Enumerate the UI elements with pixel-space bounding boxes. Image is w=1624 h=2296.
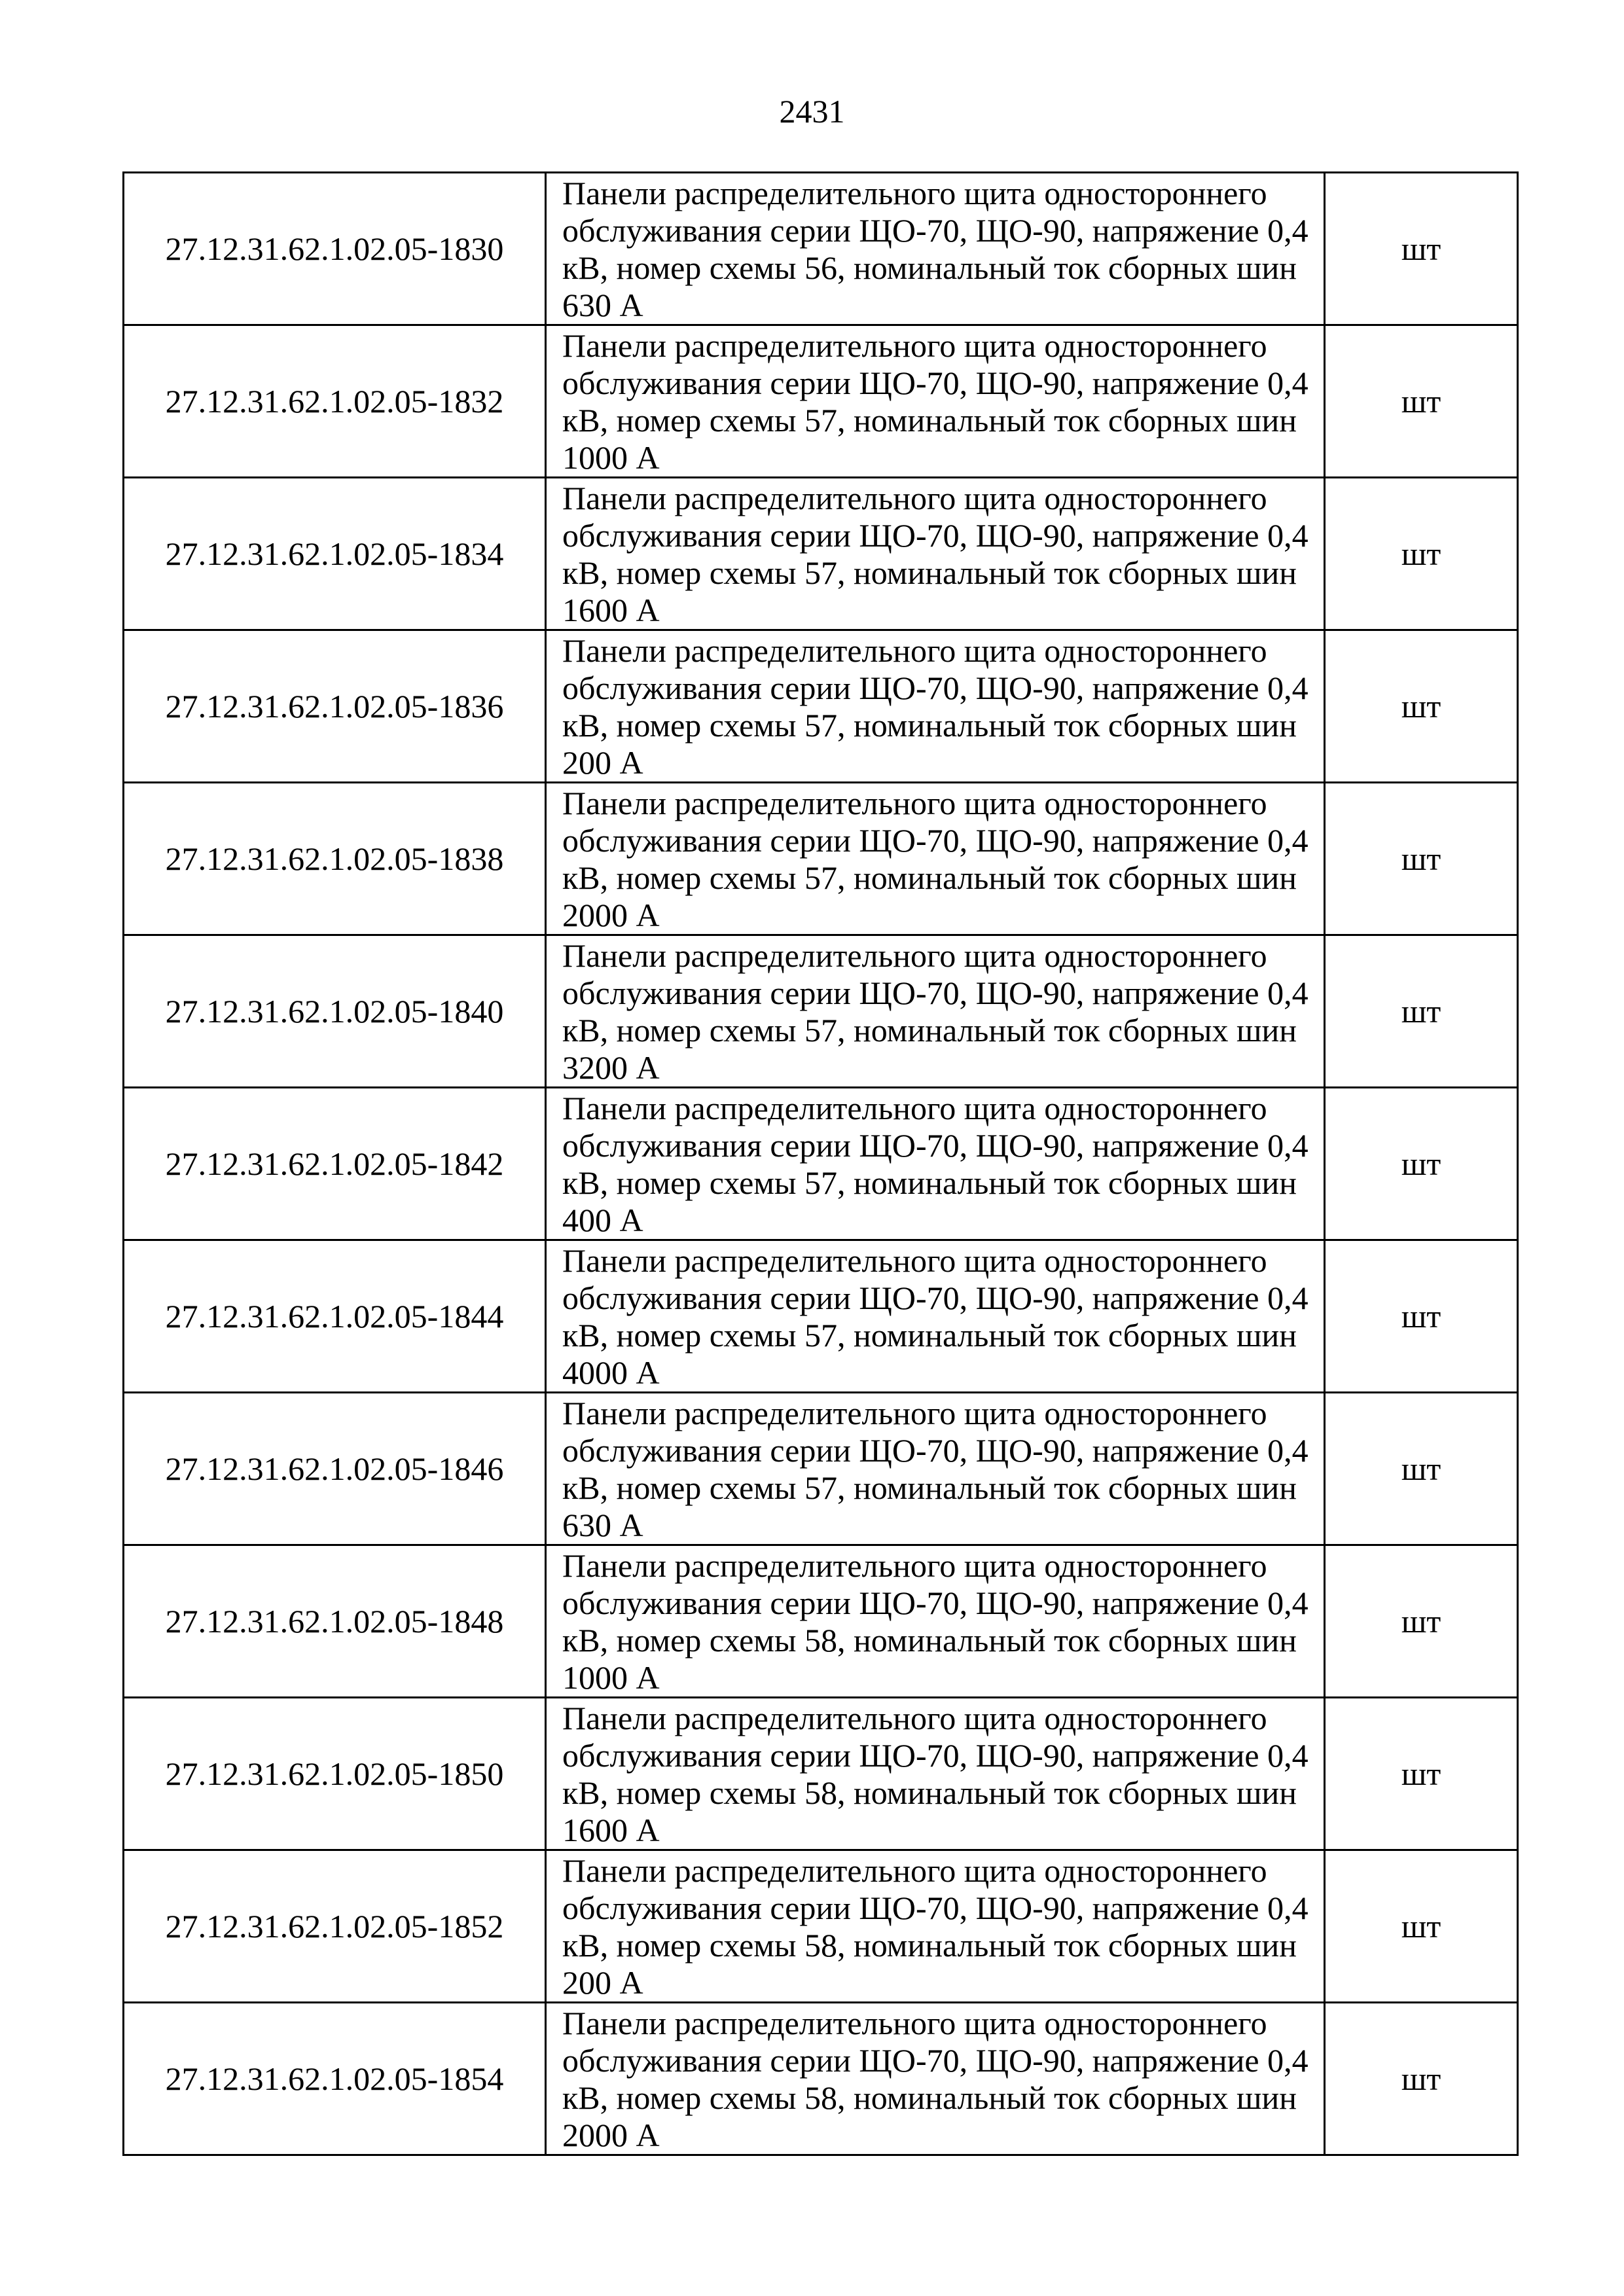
description-line: обслуживания серии ЩО-70, ЩО-90, напряжение 0,4 — [562, 1737, 1308, 1774]
table-row — [124, 1393, 1518, 1545]
description-line: Панели распределительного щита одностороннего — [562, 2005, 1267, 2041]
table-row — [124, 783, 1518, 935]
description-line: 2000 А — [562, 2117, 660, 2153]
description-line: кВ, номер схемы 57, номинальный ток сборных шин — [562, 707, 1297, 744]
description-line: кВ, номер схемы 58, номинальный ток сборных шин — [562, 1927, 1297, 1964]
description-line: Панели распределительного щита одностороннего — [562, 937, 1267, 974]
resource-description — [546, 783, 1325, 935]
resource-description — [546, 630, 1325, 783]
description-line: Панели распределительного щита одностороннего — [562, 1547, 1267, 1584]
description-line: 3200 А — [562, 1049, 660, 1086]
description-line: 2000 А — [562, 897, 660, 933]
resource-description — [546, 1393, 1325, 1545]
unit-of-measure: шт — [1325, 1240, 1518, 1393]
table-row — [124, 2003, 1518, 2155]
description-line: обслуживания серии ЩО-70, ЩО-90, напряжение 0,4 — [562, 1890, 1308, 1926]
description-line: Панели распределительного щита одностороннего — [562, 175, 1267, 211]
resource-code: 27.12.31.62.1.02.05-1846 — [124, 1393, 546, 1545]
unit-of-measure: шт — [1325, 1850, 1518, 2003]
resource-description — [546, 173, 1325, 325]
resource-code: 27.12.31.62.1.02.05-1850 — [124, 1698, 546, 1850]
description-line: 1600 А — [562, 1812, 660, 1848]
description-line: обслуживания серии ЩО-70, ЩО-90, напряжение 0,4 — [562, 975, 1308, 1011]
table-row — [124, 935, 1518, 1088]
unit-of-measure: шт — [1325, 935, 1518, 1088]
description-line: кВ, номер схемы 57, номинальный ток сборных шин — [562, 402, 1297, 439]
unit-of-measure: шт — [1325, 1393, 1518, 1545]
description-line: Панели распределительного щита одностороннего — [562, 632, 1267, 669]
resource-code: 27.12.31.62.1.02.05-1848 — [124, 1545, 546, 1698]
description-line: кВ, номер схемы 57, номинальный ток сборных шин — [562, 859, 1297, 896]
resource-description — [546, 478, 1325, 630]
unit-of-measure: шт — [1325, 2003, 1518, 2155]
table-row — [124, 1850, 1518, 2003]
unit-of-measure: шт — [1325, 478, 1518, 630]
resource-code: 27.12.31.62.1.02.05-1832 — [124, 325, 546, 478]
resource-description — [546, 1850, 1325, 2003]
unit-of-measure: шт — [1325, 325, 1518, 478]
description-line: Панели распределительного щита одностороннего — [562, 327, 1267, 364]
unit-of-measure: шт — [1325, 173, 1518, 325]
description-line: кВ, номер схемы 58, номинальный ток сборных шин — [562, 1774, 1297, 1811]
unit-of-measure: шт — [1325, 783, 1518, 935]
description-line: 4000 А — [562, 1354, 660, 1391]
table-row — [124, 1698, 1518, 1850]
table-body — [124, 173, 1518, 2155]
unit-of-measure: шт — [1325, 1698, 1518, 1850]
resource-code: 27.12.31.62.1.02.05-1840 — [124, 935, 546, 1088]
table-row — [124, 1088, 1518, 1240]
table-row — [124, 1545, 1518, 1698]
page-number: 2431 — [779, 93, 845, 130]
description-line: Панели распределительного щита одностороннего — [562, 1852, 1267, 1889]
table-row — [124, 173, 1518, 325]
unit-of-measure: шт — [1325, 630, 1518, 783]
description-line: Панели распределительного щита одностороннего — [562, 1090, 1267, 1126]
description-line: обслуживания серии ЩО-70, ЩО-90, напряжение 0,4 — [562, 212, 1308, 249]
resource-description — [546, 1698, 1325, 1850]
resource-table — [122, 171, 1519, 2156]
resource-code: 27.12.31.62.1.02.05-1852 — [124, 1850, 546, 2003]
description-line: 630 А — [562, 1507, 643, 1543]
description-line: 400 А — [562, 1202, 643, 1238]
description-line: кВ, номер схемы 56, номинальный ток сборных шин — [562, 249, 1297, 286]
description-line: 1000 А — [562, 439, 660, 476]
description-line: кВ, номер схемы 57, номинальный ток сборных шин — [562, 1012, 1297, 1049]
resource-description — [546, 2003, 1325, 2155]
description-line: 1600 А — [562, 592, 660, 628]
description-line: 630 А — [562, 287, 643, 323]
description-line: Панели распределительного щита одностороннего — [562, 1242, 1267, 1279]
description-line: обслуживания серии ЩО-70, ЩО-90, напряжение 0,4 — [562, 365, 1308, 401]
resource-code: 27.12.31.62.1.02.05-1842 — [124, 1088, 546, 1240]
description-line: 1000 А — [562, 1659, 660, 1696]
resource-description — [546, 1545, 1325, 1698]
description-line: Панели распределительного щита одностороннего — [562, 785, 1267, 821]
description-line: обслуживания серии ЩО-70, ЩО-90, напряжение 0,4 — [562, 1432, 1308, 1469]
description-line: кВ, номер схемы 57, номинальный ток сборных шин — [562, 554, 1297, 591]
description-line: обслуживания серии ЩО-70, ЩО-90, напряжение 0,4 — [562, 517, 1308, 554]
description-line: Панели распределительного щита одностороннего — [562, 480, 1267, 516]
description-line: кВ, номер схемы 58, номинальный ток сборных шин — [562, 2079, 1297, 2116]
description-line: обслуживания серии ЩО-70, ЩО-90, напряжение 0,4 — [562, 670, 1308, 706]
description-line: кВ, номер схемы 57, номинальный ток сборных шин — [562, 1317, 1297, 1354]
resource-code: 27.12.31.62.1.02.05-1830 — [124, 173, 546, 325]
resource-code: 27.12.31.62.1.02.05-1834 — [124, 478, 546, 630]
description-line: обслуживания серии ЩО-70, ЩО-90, напряжение 0,4 — [562, 2042, 1308, 2079]
table-row — [124, 1240, 1518, 1393]
resource-code: 27.12.31.62.1.02.05-1844 — [124, 1240, 546, 1393]
resource-description — [546, 325, 1325, 478]
description-line: обслуживания серии ЩО-70, ЩО-90, напряжение 0,4 — [562, 1280, 1308, 1316]
description-line: Панели распределительного щита одностороннего — [562, 1700, 1267, 1736]
resource-description — [546, 1088, 1325, 1240]
table-row — [124, 630, 1518, 783]
description-line: кВ, номер схемы 58, номинальный ток сборных шин — [562, 1622, 1297, 1659]
description-line: кВ, номер схемы 57, номинальный ток сборных шин — [562, 1469, 1297, 1506]
description-line: обслуживания серии ЩО-70, ЩО-90, напряжение 0,4 — [562, 1585, 1308, 1621]
resource-code: 27.12.31.62.1.02.05-1854 — [124, 2003, 546, 2155]
resource-description — [546, 935, 1325, 1088]
table-row — [124, 478, 1518, 630]
description-line: Панели распределительного щита одностороннего — [562, 1395, 1267, 1431]
description-line: обслуживания серии ЩО-70, ЩО-90, напряжение 0,4 — [562, 822, 1308, 859]
resource-code: 27.12.31.62.1.02.05-1838 — [124, 783, 546, 935]
description-line: обслуживания серии ЩО-70, ЩО-90, напряжение 0,4 — [562, 1127, 1308, 1164]
resource-description — [546, 1240, 1325, 1393]
description-line: кВ, номер схемы 57, номинальный ток сборных шин — [562, 1164, 1297, 1201]
unit-of-measure: шт — [1325, 1545, 1518, 1698]
resource-code: 27.12.31.62.1.02.05-1836 — [124, 630, 546, 783]
description-line: 200 А — [562, 1964, 643, 2001]
table-row — [124, 325, 1518, 478]
unit-of-measure: шт — [1325, 1088, 1518, 1240]
description-line: 200 А — [562, 744, 643, 781]
